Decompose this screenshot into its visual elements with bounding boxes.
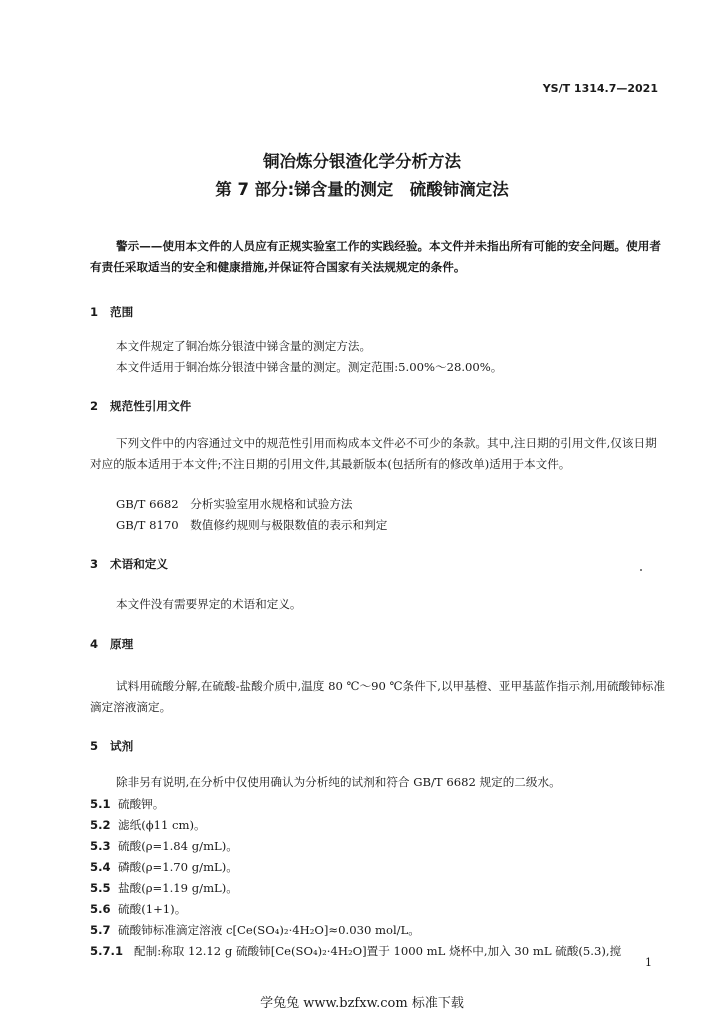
section-1-paragraph-1: 本文件规定了铜冶炼分银渣中锑含量的测定方法。	[116, 339, 372, 353]
document-subtitle: 第 7 部分:锑含量的测定 硫酸铈滴定法	[215, 180, 509, 199]
section-title: 规范性引用文件	[110, 399, 192, 413]
reagent-item: 5.4 磷酸(ρ=1.70 g/mL)。	[90, 860, 238, 874]
footer-watermark: 学兔兔 www.bzfxw.com 标准下载	[260, 996, 464, 1011]
section-title: 原理	[110, 637, 134, 651]
scan-speck	[640, 569, 642, 571]
section-number: 1	[90, 305, 99, 319]
reagent-item: 5.2 滤纸(ϕ11 cm)。	[90, 818, 206, 832]
standard-number: YS/T 1314.7—2021	[542, 82, 658, 95]
section-number: 4	[90, 637, 99, 651]
section-number: 5	[90, 739, 99, 753]
section-3-paragraph: 本文件没有需要界定的术语和定义。	[116, 597, 302, 611]
reagent-item: 5.1 硫酸钾。	[90, 797, 165, 811]
reagent-item: 5.3 硫酸(ρ=1.84 g/mL)。	[90, 839, 238, 853]
warning-paragraph: 警示——使用本文件的人员应有正规实验室工作的实践经验。本文件并未指出所有可能的安全问题。使用者有责任采取适当的安全和健康措施,并保证符合国家有关法规规定的条件。	[90, 239, 661, 274]
reagent-item: 5.6 硫酸(1+1)。	[90, 902, 187, 916]
section-4-paragraph: 试料用硫酸分解,在硫酸-盐酸介质中,温度 80 ℃～90 ℃条件下,以甲基橙、亚甲基蓝作指示剂,用硫酸铈标准滴定溶液滴定。	[90, 679, 665, 714]
document-title: 铜冶炼分银渣化学分析方法	[263, 152, 461, 171]
section-5-heading	[90, 738, 133, 754]
section-2-heading	[90, 398, 191, 414]
section-5-paragraph: 除非另有说明,在分析中仅使用确认为分析纯的试剂和符合 GB/T 6682 规定的二级水。	[116, 775, 561, 789]
section-3-heading	[90, 556, 168, 572]
normative-reference-1: GB/T 6682 分析实验室用水规格和试验方法	[116, 497, 353, 511]
section-1-paragraph-2: 本文件适用于铜冶炼分银渣中锑含量的测定。测定范围:5.00%～28.00%。	[116, 360, 503, 374]
section-number: 3	[90, 557, 99, 571]
reagent-item: 5.5 盐酸(ρ=1.19 g/mL)。	[90, 881, 238, 895]
section-2-paragraph: 下列文件中的内容通过文中的规范性引用而构成本文件必不可少的条款。其中,注日期的引用文件,仅该日期对应的版本适用于本文件;不注日期的引用文件,其最新版本(包括所有的修改单)适用于本文件。	[90, 436, 657, 471]
section-1-heading	[90, 304, 133, 320]
section-4-heading	[90, 636, 133, 652]
reagent-item: 5.7.1 配制:称取 12.12 g 硫酸铈[Ce(SO₄)₂·4H₂O]置于 1000 mL 烧杯中,加入 30 mL 硫酸(5.3),搅	[90, 944, 622, 958]
section-title: 试剂	[110, 739, 134, 753]
page-number: 1	[645, 956, 652, 969]
reagent-item: 5.7 硫酸铈标准滴定溶液 c[Ce(SO₄)₂·4H₂O]≈0.030 mol/L。	[90, 923, 420, 937]
section-title: 范围	[110, 305, 134, 319]
section-number: 2	[90, 399, 99, 413]
normative-reference-2: GB/T 8170 数值修约规则与极限数值的表示和判定	[116, 518, 388, 532]
section-title: 术语和定义	[110, 557, 168, 571]
